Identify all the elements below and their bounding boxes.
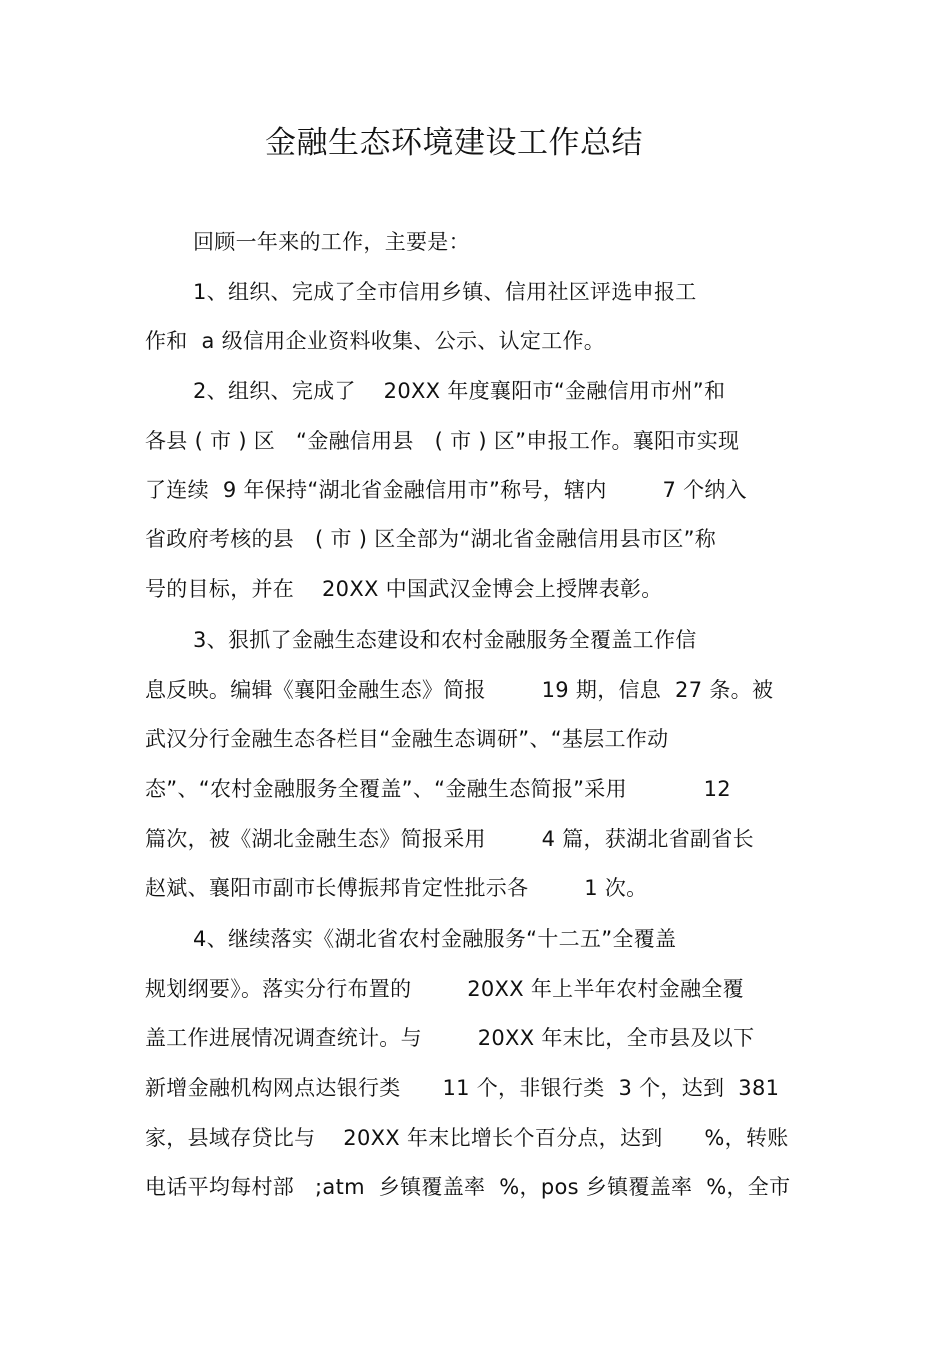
paragraph-2-line-2: 各县 ( 市 ) 区 “金融信用县 ( 市 ) 区”申报工作。襄阳市实现 <box>145 429 740 453</box>
paragraph-4-line-3: 盖工作进展情况调查统计。与 20XX 年末比，全市县及以下 <box>145 1026 755 1050</box>
paragraph-intro-line: 回顾一年来的工作，主要是： <box>193 230 470 254</box>
paragraph-4-line-2: 规划纲要》。落实分行布置的 20XX 年上半年农村金融全覆 <box>145 977 744 1001</box>
paragraph-4-line-6: 电话平均每村部 ;atm 乡镇覆盖率 %，pos 乡镇覆盖率 %，全市 <box>145 1175 791 1199</box>
paragraph-2-line-3: 了连续 9 年保持“湖北省金融信用市”称号，辖内 7 个纳入 <box>145 478 747 502</box>
paragraph-3-line-5: 篇次，被《湖北金融生态》简报采用 4 篇，获湖北省副省长 <box>145 827 754 851</box>
paragraph-1-line-1: 1、组织、完成了全市信用乡镇、信用社区评选申报工 <box>193 280 697 304</box>
paragraph-3-line-1: 3、狠抓了金融生态建设和农村金融服务全覆盖工作信 <box>193 628 697 652</box>
paragraph-2-line-4: 省政府考核的县 ( 市 ) 区全部为“湖北省金融信用县市区”称 <box>145 527 717 551</box>
paragraph-2-line-5: 号的目标，并在 20XX 中国武汉金博会上授牌表彰。 <box>145 577 663 601</box>
paragraph-2-line-1: 2、组织、完成了 20XX 年度襄阳市“金融信用市州”和 <box>193 379 726 403</box>
paragraph-4-line-1: 4、继续落实《湖北省农村金融服务“十二五”全覆盖 <box>193 927 677 951</box>
paragraph-1-line-2: 作和 a 级信用企业资料收集、公示、认定工作。 <box>145 329 606 353</box>
paragraph-4-line-5: 家，县域存贷比与 20XX 年末比增长个百分点，达到 %，转账 <box>145 1126 789 1150</box>
document-title: 金融生态环境建设工作总结 <box>265 125 643 161</box>
paragraph-3-line-6: 赵斌、襄阳市副市长傅振邦肯定性批示各 1 次。 <box>145 876 648 900</box>
paragraph-3-line-2: 息反映。编辑《襄阳金融生态》简报 19 期，信息 27 条。被 <box>145 678 774 702</box>
paragraph-3-line-3: 武汉分行金融生态各栏目“金融生态调研”、“基层工作动 <box>145 727 669 751</box>
paragraph-4-line-4: 新增金融机构网点达银行类 11 个，非银行类 3 个，达到 381 <box>145 1076 780 1100</box>
paragraph-3-line-4: 态”、“农村金融服务全覆盖”、“金融生态简报”采用 12 <box>145 777 731 801</box>
